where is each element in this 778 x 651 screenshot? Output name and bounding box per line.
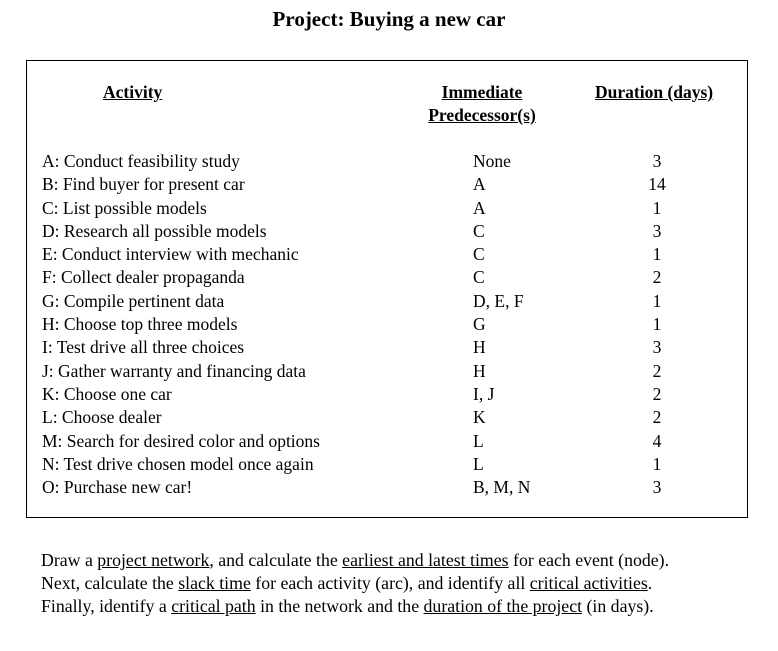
underlined-term: earliest and latest times — [342, 550, 509, 570]
question-text-segment: Finally, identify a — [41, 596, 172, 616]
activity-cell: L: Choose dealer — [42, 407, 162, 428]
underlined-term: project network — [97, 550, 210, 570]
duration-cell: 3 — [652, 151, 662, 171]
predecessor-cell: C — [473, 220, 485, 241]
question-text-segment: , and calculate the — [209, 550, 343, 570]
activity-cell: H: Choose top three models — [42, 314, 238, 335]
question-text-segment: Draw a — [41, 550, 98, 570]
duration-cell: 1 — [652, 290, 662, 311]
underlined-term: slack time — [178, 573, 251, 593]
header-predecessor-line2: Predecessor(s) — [428, 105, 536, 125]
question-text-segment: Next, calculate the — [41, 573, 179, 593]
page-title: Project: Buying a new car — [272, 7, 506, 31]
header-duration: Duration (days) — [595, 82, 714, 102]
underlined-term: critical activities — [529, 573, 648, 593]
duration-cell: 1 — [652, 244, 662, 265]
underlined-term: duration of the project — [423, 596, 583, 616]
question-line-1 — [41, 549, 669, 572]
question-text-segment: for each activity (arc), and identify all — [250, 573, 530, 593]
activity-cell: G: Compile pertinent data — [42, 290, 225, 311]
predecessor-cell: K — [473, 407, 486, 428]
activity-cell: A: Conduct feasibility study — [42, 151, 240, 171]
activity-cell: N: Test drive chosen model once again — [42, 453, 314, 474]
duration-cell: 4 — [652, 430, 662, 451]
duration-cell: 2 — [652, 267, 662, 288]
predecessor-cell: D, E, F — [473, 290, 524, 311]
question-text-segment: (in days). — [582, 596, 654, 616]
predecessor-cell: H — [473, 337, 486, 358]
question-text-segment: for each event (node). — [508, 550, 670, 570]
duration-cell: 3 — [652, 220, 662, 241]
activity-cell: D: Research all possible models — [42, 220, 267, 241]
duration-cell: 1 — [652, 314, 662, 335]
duration-cell: 2 — [652, 383, 662, 404]
activity-cell: K: Choose one car — [42, 383, 172, 404]
predecessor-cell: H — [473, 360, 486, 381]
duration-cell: 14 — [648, 174, 666, 195]
predecessor-cell: C — [473, 267, 485, 288]
question-line-2 — [41, 572, 669, 595]
duration-cell: 3 — [652, 337, 662, 358]
question-text-segment: in the network and the — [255, 596, 424, 616]
activity-cell: F: Collect dealer propaganda — [42, 267, 245, 288]
duration-cell: 2 — [652, 360, 662, 381]
activity-cell: O: Purchase new car! — [42, 477, 193, 498]
activity-cell: B: Find buyer for present car — [42, 174, 245, 195]
duration-cell: 2 — [652, 407, 662, 428]
predecessor-cell: C — [473, 244, 485, 265]
header-predecessor-line1: Immediate — [441, 82, 523, 102]
activity-cell: M: Search for desired color and options — [42, 430, 320, 451]
predecessor-cell: A — [473, 197, 486, 218]
predecessor-cell: G — [473, 314, 486, 335]
predecessor-cell: I, J — [473, 383, 495, 404]
activity-cell: J: Gather warranty and financing data — [42, 360, 306, 381]
header-activity: Activity — [103, 82, 163, 102]
activity-cell: E: Conduct interview with mechanic — [42, 244, 299, 265]
predecessor-cell: L — [473, 430, 484, 451]
predecessor-cell: None — [473, 151, 511, 171]
duration-cell: 1 — [652, 197, 662, 218]
question-text-segment: . — [647, 573, 653, 593]
question-text — [41, 549, 669, 618]
activity-cell: C: List possible models — [42, 197, 207, 218]
duration-cell: 3 — [652, 477, 662, 498]
predecessor-cell: B, M, N — [473, 477, 531, 498]
duration-cell: 1 — [652, 453, 662, 474]
activity-table — [26, 60, 748, 518]
question-line-3 — [41, 595, 669, 618]
activity-cell: I: Test drive all three choices — [42, 337, 245, 358]
predecessor-cell: A — [473, 174, 486, 195]
header-predecessor — [387, 81, 577, 127]
predecessor-cell: L — [473, 453, 484, 474]
underlined-term: critical path — [171, 596, 256, 616]
